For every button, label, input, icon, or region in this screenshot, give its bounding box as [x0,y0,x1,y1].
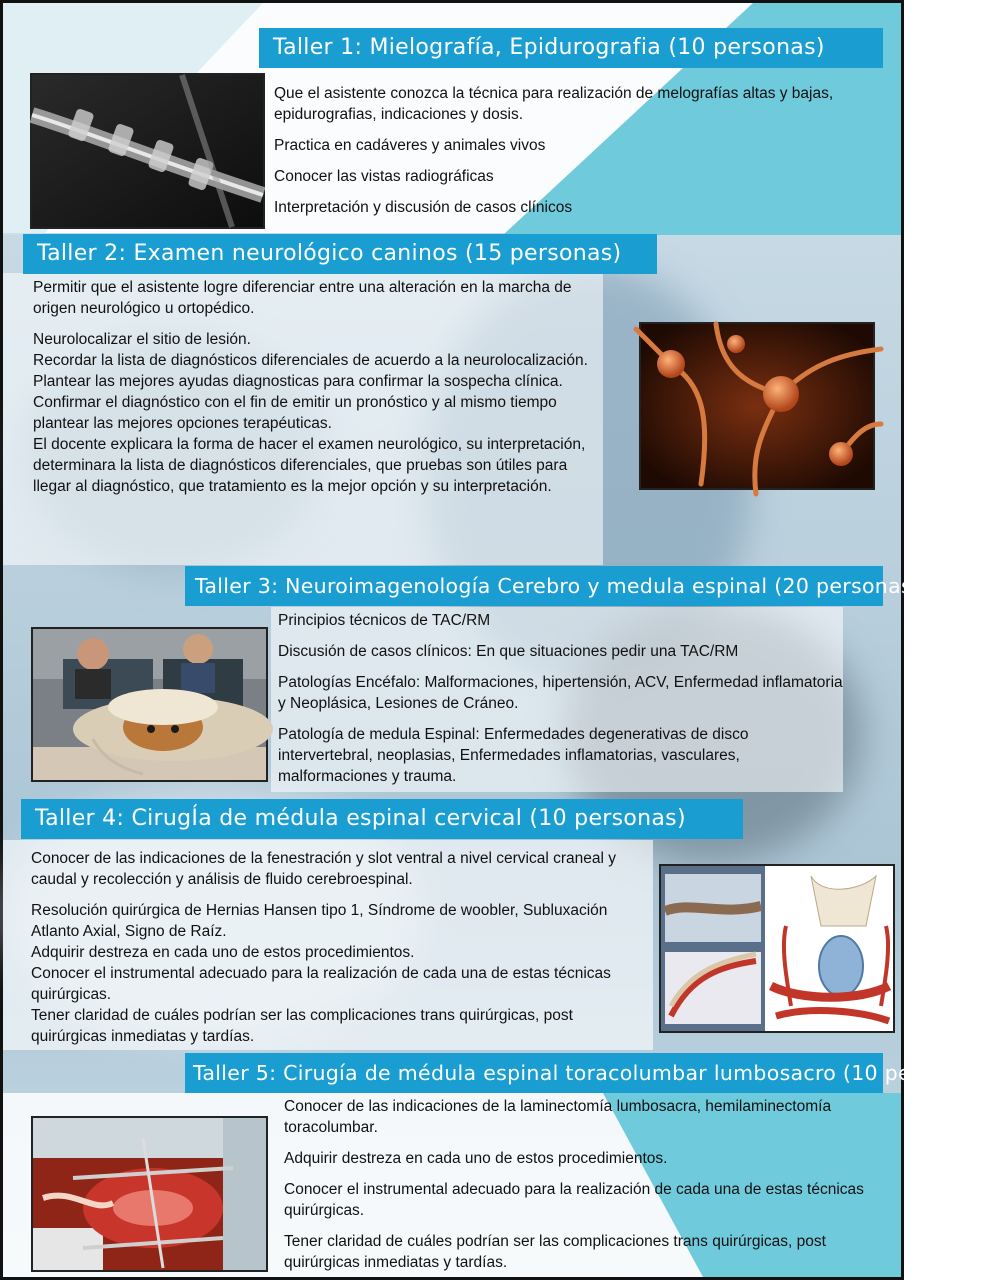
taller-1-text [274,83,844,228]
xray-photo [30,73,265,229]
taller-1-item: Interpretación y discusión de casos clínicos [274,199,573,216]
taller-1-item: Conocer las vistas radiográficas [274,168,494,185]
taller-4-item: Adquirir destreza en cada uno de estos procedimientos. [31,944,415,961]
spine-anatomy-photo [659,864,895,1033]
taller-2-text [33,277,603,497]
taller-4-title: Taller 4: CirugÍa de médula espinal cervical (10 personas) [21,799,743,839]
taller-4-intro: Conocer de las indicaciones de la fenestración y slot ventral a nivel cervical craneal y caudal y recolección y análisis de fluido cerebroespinal. [31,850,616,888]
taller-3-title: Taller 3: Neuroimagenología Cerebro y medula espinal (20 personas) [185,566,883,606]
taller-4-text [31,848,643,1047]
taller-3-item: Patologías Encéfalo: Malformaciones, hipertensión, ACV, Enfermedad inflamatoria y Neoplásica, Lesiones de Cráneo. [278,674,843,712]
surgery-photo [31,1116,268,1272]
taller-2-item: Neurolocalizar el sitio de lesión. [33,331,251,348]
neurons-photo [639,322,875,490]
taller-2-item: Confirmar el diagnóstico con el fin de emitir un pronóstico y al mismo tiempo plantear las mejores opciones terapéuticas. [33,394,557,432]
dog-mri-photo [31,627,268,782]
taller-3-item: Principios técnicos de TAC/RM [278,612,491,629]
taller-2-item: Recordar la lista de diagnósticos diferenciales de acuerdo a la neurolocalización. [33,352,588,369]
taller-5-item: Conocer de las indicaciones de la laminectomía lumbosacra, hemilaminectomía toracolumbar. [284,1098,832,1136]
taller-2-item: Plantear las mejores ayudas diagnosticas para confirmar la sospecha clínica. [33,373,563,390]
taller-5-item: Tener claridad de cuáles podrían ser las complicaciones trans quirúrgicas, post quirúrgicas inmediatas y tardías. [284,1233,826,1271]
taller-5-title: Taller 5: Cirugía de médula espinal toracolumbar lumbosacro (10 personas) [185,1053,883,1093]
taller-1-title: Taller 1: Mielografía, Epidurografia (10 personas) [259,28,883,68]
taller-3-item: Discusión de casos clínicos: En que situaciones pedir una TAC/RM [278,643,739,660]
taller-3-text [278,610,843,797]
taller-4-item: Resolución quirúrgica de Hernias Hansen tipo 1, Síndrome de woobler, Subluxación Atlanto Axial, Signo de Raíz. [31,902,608,940]
taller-2-title: Taller 2: Examen neurológico caninos (15 personas) [23,234,657,274]
taller-5-item: Conocer el instrumental adecuado para la realización de cada una de estas técnicas quirúrgicas. [284,1181,864,1219]
taller-2-item: El docente explicara la forma de hacer el examen neurológico, su interpretación, determinara la lista de diagnósticos diferenciales, que pruebas son útiles para llegar al diagnóstico, que tratamiento es la mejor opción y su interpretación. [33,436,586,495]
taller-1-item: Practica en cadáveres y animales vivos [274,137,546,154]
taller-5-item: Adquirir destreza en cada uno de estos procedimientos. [284,1150,668,1167]
taller-3-item: Patología de medula Espinal: Enfermedades degenerativas de disco intervertebral, neoplasias, Enfermedades inflamatorias, vasculares, malformaciones y trauma. [278,726,749,785]
taller-2-intro: Permitir que el asistente logre diferenciar entre una alteración en la marcha de origen neurológico u ortopédico. [33,279,572,317]
taller-4-item: Tener claridad de cuáles podrían ser las complicaciones trans quirúrgicas, post quirúrgicas inmediatas y tardías. [31,1007,573,1045]
taller-5-text [284,1096,864,1283]
flyer-page [3,3,989,1277]
taller-4-item: Conocer el instrumental adecuado para la realización de cada una de estas técnicas quirúrgicas. [31,965,611,1003]
taller-1-item: Que el asistente conozca la técnica para realización de melografías altas y bajas, epidurografias, indicaciones y dosis. [274,85,834,123]
